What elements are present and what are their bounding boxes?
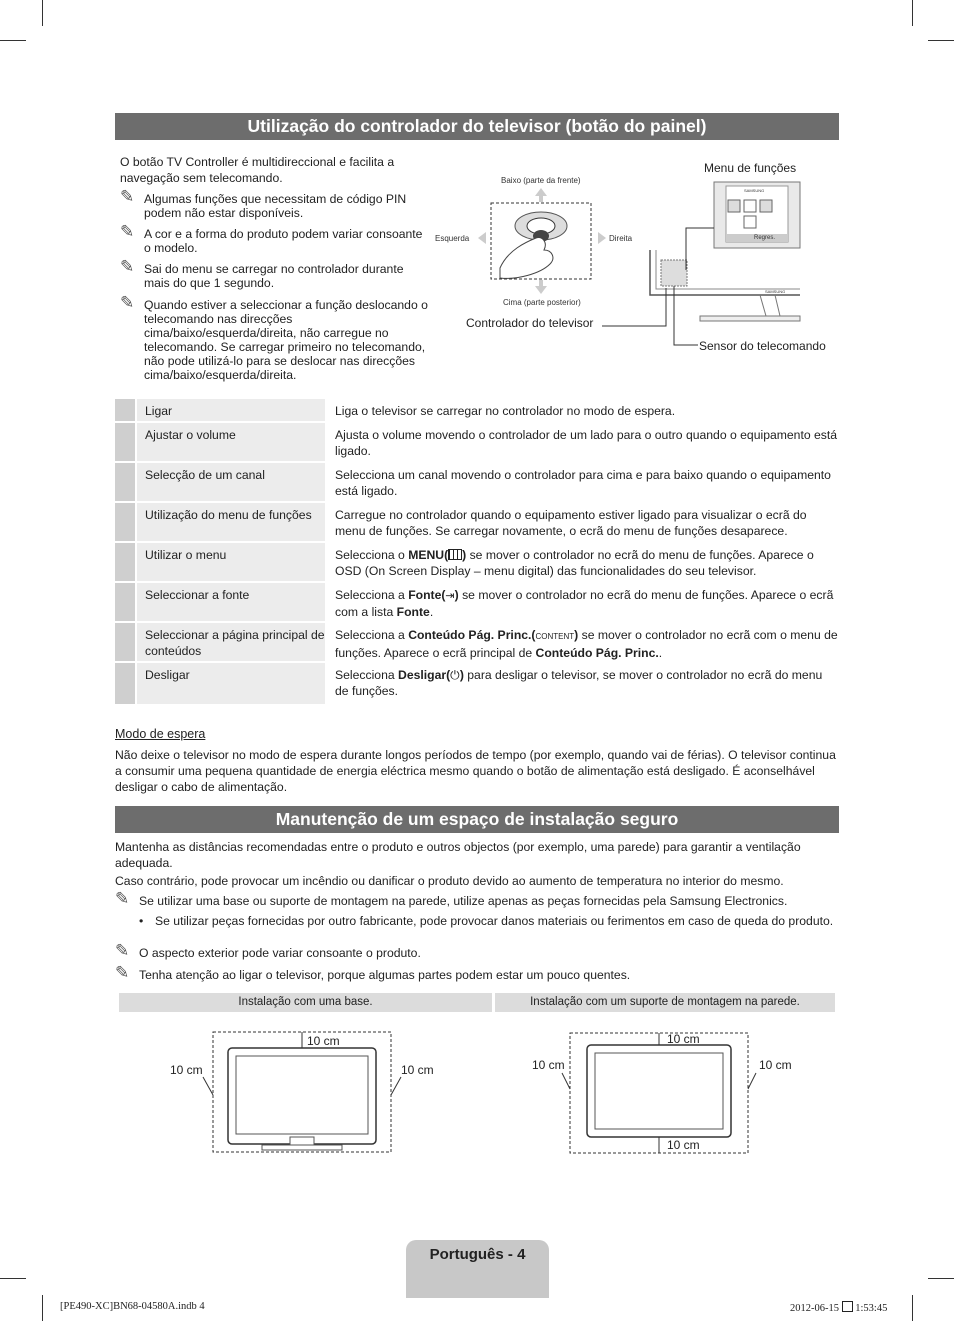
- menu-icon: [448, 549, 462, 560]
- table-row: [115, 463, 839, 501]
- install-note1: [115, 889, 839, 908]
- crop-mark: [912, 0, 913, 26]
- install-bullet: [139, 913, 845, 929]
- bullet-icon: •: [139, 914, 144, 928]
- crop-mark: [42, 1295, 43, 1321]
- note-color: [120, 222, 429, 255]
- row-marker: [115, 463, 135, 501]
- brand-label: SAMSUNG: [744, 188, 765, 193]
- crop-mark: [912, 1295, 913, 1321]
- row-marker: [115, 503, 135, 541]
- row-marker: [115, 663, 135, 704]
- function-name: Ligar: [137, 399, 325, 421]
- function-name: Selecção de um canal: [137, 463, 325, 501]
- note-pin: [120, 187, 429, 220]
- function-name: Seleccionar a página principal de conteúdos: [137, 623, 325, 661]
- function-desc: Selecciona a Conteúdo Pág. Princ.(CONTENT) se mover o controlador no ecrã com o menu de funções. Aparece o ecrã principal de Conteúdo Pág. Princ..: [335, 628, 838, 660]
- wall-install-diagram: [560, 1025, 760, 1155]
- distance-label: 10 cm: [759, 1058, 792, 1072]
- pencil-icon: ✎: [120, 257, 135, 276]
- pencil-icon: ✎: [115, 963, 130, 982]
- column-header-wall: Instalação com um suporte de montagem na parede.: [495, 993, 835, 1012]
- install-para1: Mantenha as distâncias recomendadas entre o produto e outros objectos (por exemplo, uma parede) para garantir a ventilação adequada.: [115, 840, 801, 870]
- function-name: Utilizar o menu: [137, 543, 325, 581]
- function-name: Seleccionar a fonte: [137, 583, 325, 621]
- pencil-icon: ✎: [115, 889, 130, 908]
- sensor-label: Sensor do telecomando: [699, 339, 826, 353]
- distance-label: 10 cm: [307, 1034, 340, 1048]
- note-text: Se utilizar uma base ou suporte de montagem na parede, utilize apenas as peças fornecidas pela Samsung Electronics.: [139, 894, 788, 908]
- function-desc: Carregue no controlador quando o equipamento estiver ligado para visualizar o ecrã do menu de funções. Se carregar novamente, o ecrã do menu de funções desaparece.: [335, 508, 807, 538]
- function-name: Utilização do menu de funções: [137, 503, 325, 541]
- up-label: Cima (parte posterior): [503, 298, 581, 307]
- standby-title: Modo de espera: [115, 727, 206, 741]
- menu-label: Menu de funções: [704, 161, 797, 175]
- note-text: O aspecto exterior pode variar consoante o produto.: [139, 946, 421, 960]
- source-icon: ⇥: [445, 590, 455, 602]
- clock-icon: [842, 1301, 853, 1312]
- function-desc: Selecciona o MENU( ) se mover o controlador no ecrã do menu de funções. Aparece o OSD (On Screen Display – menu digital) das funcionalidades do seu televisor.: [335, 548, 814, 578]
- bullet-text: Se utilizar peças fornecidas por outro fabricante, pode provocar danos materiais ou ferimentos em caso de queda do produto.: [155, 914, 834, 928]
- crop-mark: [42, 0, 43, 26]
- row-marker: [115, 623, 135, 661]
- function-desc: Ajusta o volume movendo o controlador de um lado para o outro quando o equipamento está ligado.: [335, 428, 838, 458]
- distance-label: 10 cm: [532, 1058, 565, 1072]
- table-row: [115, 503, 839, 541]
- table-row: [115, 583, 839, 621]
- distance-label: 10 cm: [170, 1063, 203, 1077]
- intro-text: O botão TV Controller é multidireccional e facilita a navegação sem telecomando.: [120, 155, 395, 185]
- function-name: Ajustar o volume: [137, 423, 325, 461]
- function-desc: Selecciona um canal movendo o controlador para cima e para baixo quando o equipamento está ligado.: [335, 468, 831, 498]
- note-direction: [120, 293, 434, 382]
- row-marker: [115, 423, 135, 461]
- note-exit: [120, 257, 429, 290]
- table-row: [115, 663, 839, 704]
- row-marker: [115, 543, 135, 581]
- section-title-controller: Utilização do controlador do televisor (botão do painel): [115, 113, 839, 140]
- column-header-stand: Instalação com uma base.: [119, 993, 492, 1012]
- right-label: Direita: [609, 234, 633, 243]
- function-desc: Selecciona a Fonte(⇥) se mover o controlador no ecrã do menu de funções. Aparece o ecrã com a lista Fonte.: [335, 588, 834, 619]
- distance-label: 10 cm: [667, 1138, 700, 1152]
- table-row: [115, 543, 839, 581]
- crop-mark: [928, 1278, 954, 1279]
- table-row: [115, 423, 839, 461]
- power-icon: ⏻: [450, 668, 460, 682]
- install-note2: [115, 941, 839, 960]
- install-note3: [115, 963, 839, 982]
- content-icon: CONTENT: [535, 632, 575, 641]
- left-label: Esquerda: [435, 234, 470, 243]
- row-marker: [115, 583, 135, 621]
- note-text: Tenha atenção ao ligar o televisor, porque algumas partes podem estar um pouco quentes.: [139, 968, 631, 982]
- pencil-icon: ✎: [120, 222, 135, 241]
- pencil-icon: ✎: [120, 293, 135, 312]
- row-marker: [115, 399, 135, 421]
- note-text: Quando estiver a seleccionar a função deslocando o telecomando nas direcções cima/baixo/esquerda/direita, não carregue no telecomando. Se carregar primeiro no telecomando, não pode utilizá-lo para se deslocar nas direcções cima/baixo/esquerda/direita.: [144, 298, 428, 382]
- function-desc: Selecciona Desligar(⏻) para desligar o televisor, se mover o controlador no ecrã do menu de funções.: [335, 668, 823, 698]
- table-row: [115, 399, 839, 421]
- function-desc: Liga o televisor se carregar no controlador no modo de espera.: [335, 404, 676, 418]
- page-number-tab: Português - 4: [406, 1240, 549, 1298]
- install-para2: Caso contrário, pode provocar um incêndio ou danificar o produto devido ao aumento de temperatura no interior do mesmo.: [115, 874, 784, 888]
- crop-mark: [0, 40, 26, 41]
- print-file-info: [PE490-XC]BN68-04580A.indb 4: [60, 1301, 205, 1312]
- print-date-info: 2012-06-15 1:53:45: [790, 1303, 888, 1314]
- standby-text: Não deixe o televisor no modo de espera durante longos períodos de tempo (por exemplo, quando vai de férias). O televisor continua a consumir uma pequena quantidade de energia eléctrica mesmo quando o botão de alimentação está desligado. É aconselhável desligar o cabo de alimentação.: [115, 748, 836, 794]
- down-label: Baixo (parte da frente): [501, 176, 581, 185]
- function-name: Desligar: [137, 663, 325, 704]
- note-text: Algumas funções que necessitam de código PIN podem não estar disponíveis.: [144, 192, 407, 220]
- pencil-icon: ✎: [115, 941, 130, 960]
- distance-label: 10 cm: [667, 1032, 700, 1046]
- table-row: [115, 623, 839, 661]
- tv-brand-label: SAMSUNG: [765, 289, 786, 294]
- controller-label: Controlador do televisor: [466, 316, 594, 330]
- return-label: Regres.: [754, 235, 776, 241]
- section-title-installation: Manutenção de um espaço de instalação seguro: [115, 806, 839, 833]
- crop-mark: [928, 40, 954, 41]
- note-text: A cor e a forma do produto podem variar consoante o modelo.: [144, 227, 423, 255]
- crop-mark: [0, 1278, 26, 1279]
- pencil-icon: ✎: [120, 187, 135, 206]
- distance-label: 10 cm: [401, 1063, 434, 1077]
- note-text: Sai do menu se carregar no controlador durante mais do que 1 segundo.: [144, 262, 404, 290]
